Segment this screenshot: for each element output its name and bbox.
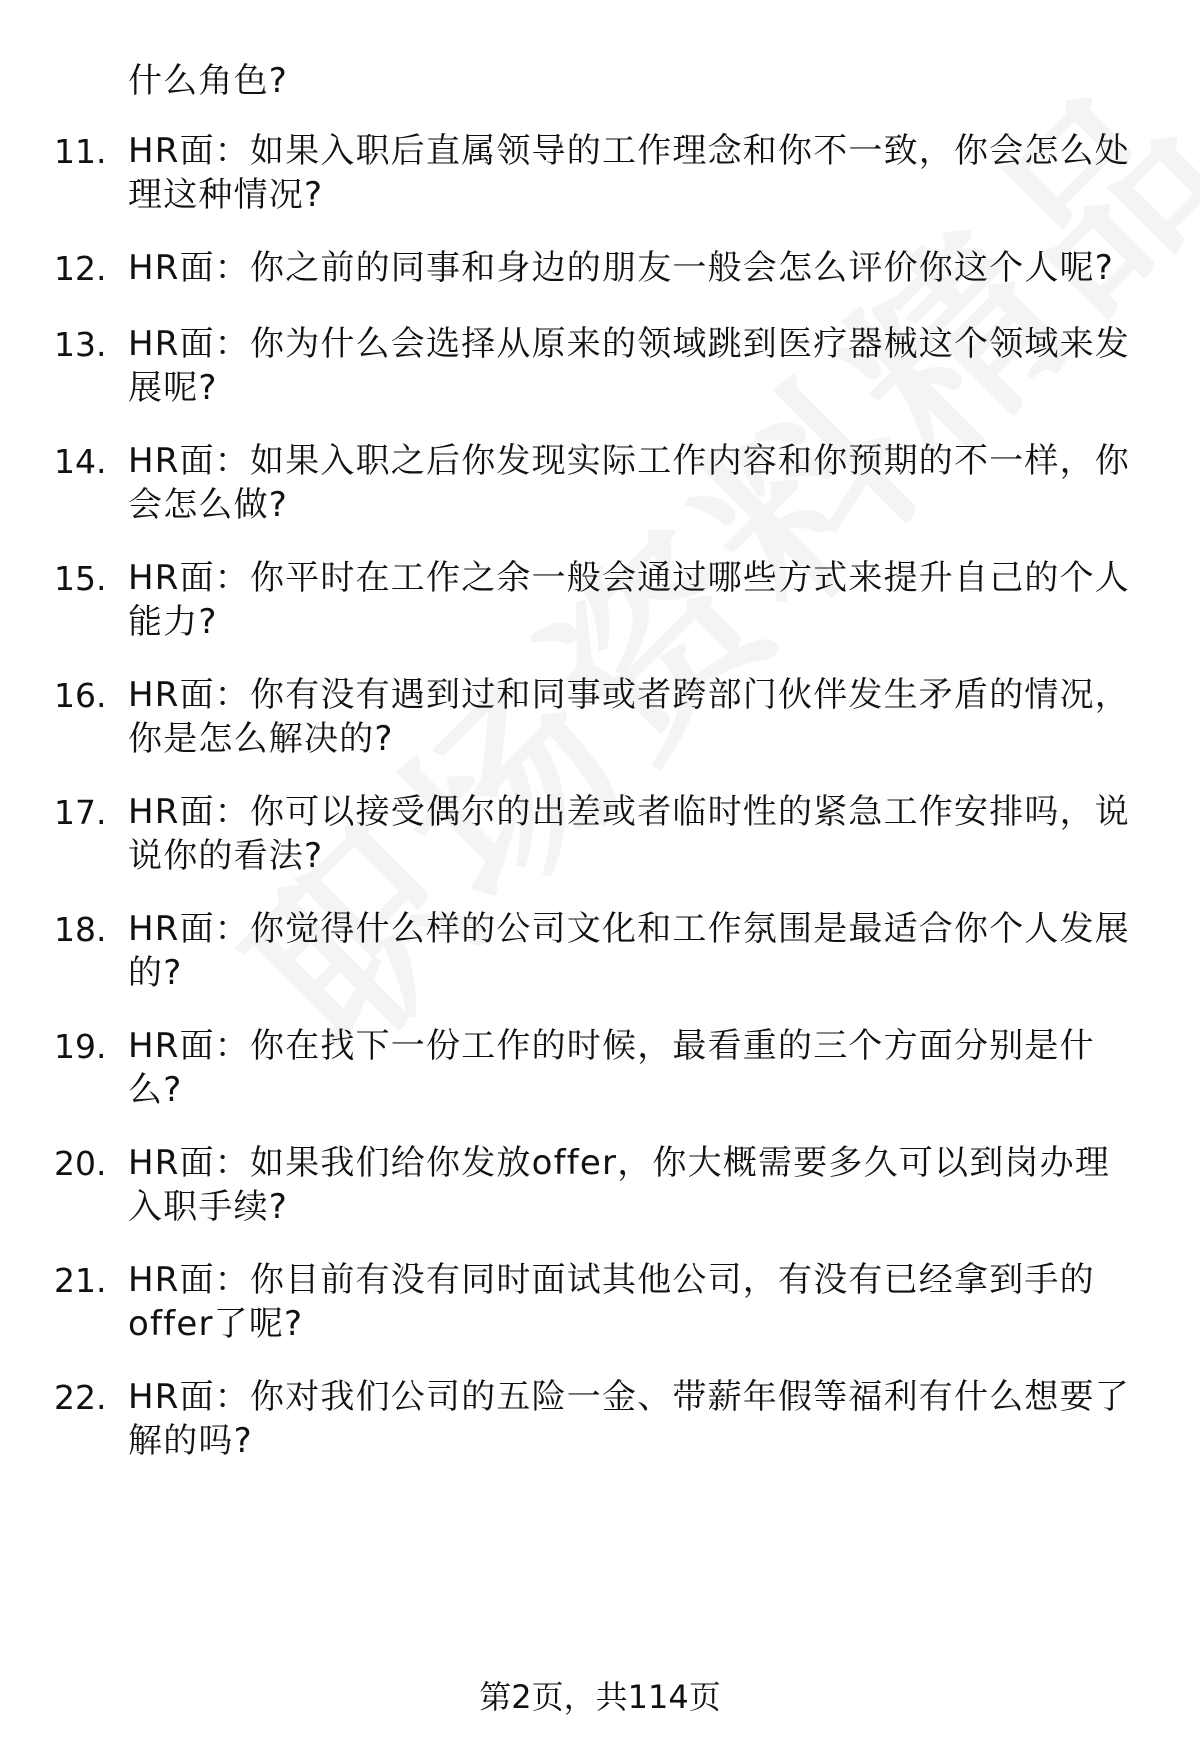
item-number: 18. [54, 910, 107, 949]
item-number: 21. [54, 1261, 107, 1300]
item-line-1: HR面：你对我们公司的五险一金、带薪年假等福利有什么想要了 [128, 1377, 1130, 1417]
item-number: 16. [54, 676, 107, 715]
item-line-2: 能力? [128, 602, 218, 642]
item-number: 13. [54, 325, 107, 364]
item-line-2: offer了呢? [128, 1304, 304, 1344]
item-line-2: 会怎么做? [128, 485, 289, 525]
item-line-2: 展呢? [128, 368, 218, 408]
item-number: 12. [54, 249, 107, 288]
item-line-1: HR面：你有没有遇到过和同事或者跨部门伙伴发生矛盾的情况， [128, 675, 1130, 715]
item-line-1: HR面：你觉得什么样的公司文化和工作氛围是最适合你个人发展 [128, 909, 1130, 949]
item-number: 19. [54, 1027, 107, 1066]
item-line-1: HR面：你在找下一份工作的时候，最看重的三个方面分别是什 [128, 1026, 1095, 1066]
item-line-1: HR面：如果我们给你发放offer，你大概需要多久可以到岗办理 [128, 1143, 1111, 1183]
item-number: 17. [54, 793, 107, 832]
item-line-2: 么? [128, 1070, 183, 1110]
item-line-1: HR面：你可以接受偶尔的出差或者临时性的紧急工作安排吗，说 [128, 792, 1130, 832]
item-number: 22. [54, 1378, 107, 1417]
item-line-1: HR面：如果入职后直属领导的工作理念和你不一致，你会怎么处 [128, 131, 1130, 171]
item-number: 20. [54, 1144, 107, 1183]
page-footer: 第2页，共114页 [479, 1678, 721, 1716]
item-line-2: 你是怎么解决的? [128, 719, 394, 759]
item-line-2: 理这种情况? [128, 175, 324, 215]
item-line-1: HR面：你平时在工作之余一般会通过哪些方式来提升自己的个人 [128, 558, 1130, 598]
item-line-1: HR面：你目前有没有同时面试其他公司，有没有已经拿到手的 [128, 1260, 1095, 1300]
item-line-2: 说你的看法? [128, 836, 324, 876]
item-line-1: HR面：你之前的同事和身边的朋友一般会怎么评价你这个人呢? [128, 248, 1115, 288]
continuation-text: 什么角色? [128, 61, 289, 101]
item-number: 15. [54, 559, 107, 598]
item-line-2: 解的吗? [128, 1421, 253, 1461]
item-line-2: 的? [128, 953, 183, 993]
item-number: 14. [54, 442, 107, 481]
item-line-1: HR面：你为什么会选择从原来的领域跳到医疗器械这个领域来发 [128, 324, 1130, 364]
item-line-2: 入职手续? [128, 1187, 289, 1227]
item-number: 11. [54, 132, 107, 171]
item-line-1: HR面：如果入职之后你发现实际工作内容和你预期的不一样，你 [128, 441, 1130, 481]
